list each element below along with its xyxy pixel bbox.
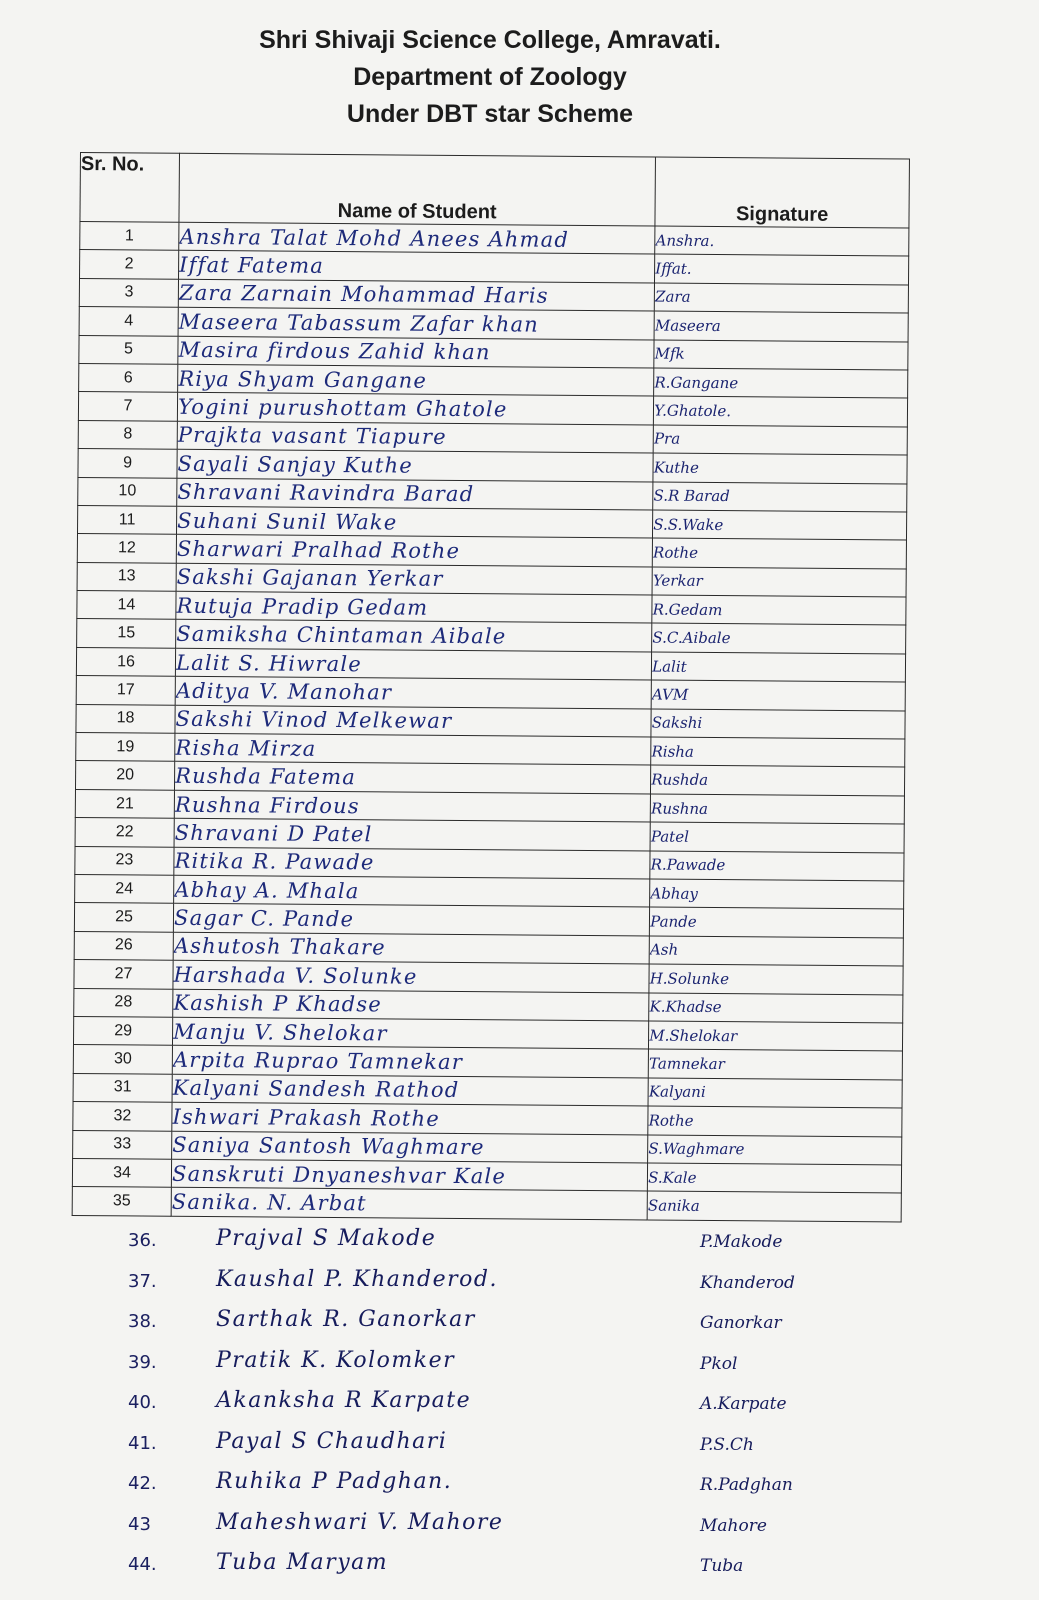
sr-no-cell: 27 [74,960,173,989]
signature-cell: Rushna [650,794,904,824]
student-name-cell: Abhay A. Mhala [174,875,650,907]
entry-name: Ruhika P Padghan. [216,1469,453,1494]
student-name-cell: Suhani Sunil Wake [177,506,653,538]
signature-cell: Zara [654,283,908,313]
student-name-cell: Harshada V. Solunke [173,960,649,992]
sr-no-cell: 26 [74,931,173,960]
student-name-cell: Lalit S. Hiwrale [175,648,651,680]
student-name-cell: Shravani D Patel [174,818,650,850]
signature-cell: Kuthe [653,453,907,483]
sr-no-cell: 17 [76,676,175,705]
student-name-cell: Anshra Talat Mohd Anees Ahmad [179,222,655,254]
header-sr-no: Sr. No. [80,153,180,223]
sr-no-cell: 24 [75,874,174,903]
entry-signature: Pkol [700,1353,738,1374]
sr-no-cell: 7 [78,392,177,421]
list-item [120,1222,910,1263]
signature-cell: R.Gangane [654,368,908,398]
signature-cell: R.Pawade [650,851,904,881]
student-name-cell: Sharwari Pralhad Rothe [176,535,652,567]
list-item [120,1384,910,1425]
sr-no-cell: 5 [79,335,178,364]
signature-cell: S.Waghmare [648,1134,902,1164]
sr-no-cell: 11 [78,505,177,534]
student-name-cell: Yogini purushottam Ghatole [177,393,653,425]
signature-cell: Sanika [647,1191,901,1221]
sr-no-cell: 14 [77,591,176,620]
student-name-cell: Zara Zarnain Mohammad Haris [178,279,654,311]
student-name-cell: Sakshi Gajanan Yerkar [176,563,652,595]
entry-number: 37. [128,1270,157,1292]
signature-cell: S.S.Wake [653,510,907,540]
entry-number: 43 [128,1513,151,1535]
sr-no-cell: 20 [75,761,174,790]
sr-no-cell: 15 [77,619,176,648]
entry-signature: A.Karpate [700,1394,787,1414]
student-name-cell: Maseera Tabassum Zafar khan [178,307,654,339]
list-item [120,1546,910,1587]
list-item [120,1465,910,1506]
entry-number: 38. [128,1311,157,1332]
signature-cell: M.Shelokar [649,1021,903,1051]
entry-signature: R.Padghan [700,1475,793,1495]
signature-cell: R.Gedam [652,595,906,625]
sr-no-cell: 13 [77,562,176,591]
sr-no-cell: 16 [76,647,175,676]
sr-no-cell: 18 [76,704,175,733]
document-header [0,22,980,133]
student-name-cell: Manju V. Shelokar [173,1017,649,1049]
entry-name: Payal S Chaudhari [216,1428,448,1454]
sr-no-cell: 3 [79,278,178,307]
signature-cell: K.Khadse [649,993,903,1023]
signature-cell: Rothe [652,538,906,568]
list-item [120,1344,910,1385]
entry-number: 42. [128,1473,157,1494]
signature-cell: AVM [651,680,905,710]
header-signature: Signature [655,157,909,228]
student-name-cell: Risha Mirza [175,733,651,765]
signature-cell: Yerkar [652,567,906,597]
sr-no-cell: 22 [75,818,174,847]
signature-cell: S.Kale [648,1163,902,1193]
sr-no-cell: 33 [73,1130,172,1159]
student-name-cell: Arpita Ruprao Tamnekar [172,1046,648,1078]
signature-cell: Pande [650,907,904,937]
entry-number: 40. [128,1392,157,1413]
sr-no-cell: 35 [72,1187,171,1216]
sr-no-cell: 6 [79,363,178,392]
signature-cell: S.C.Aibale [652,623,906,653]
entry-signature: Ganorkar [700,1313,782,1333]
signature-cell: Mfk [654,340,908,370]
entry-number: 39. [128,1351,157,1373]
sr-no-cell: 25 [74,903,173,932]
list-item [120,1263,910,1304]
signature-cell: Y.Ghatole. [654,396,908,426]
signature-cell: Pra [653,425,907,455]
scheme-title: Under DBT star Scheme [346,100,634,128]
sr-no-cell: 32 [73,1102,172,1131]
entry-signature: P.S.Ch [700,1434,754,1455]
entry-name: Sarthak R. Ganorkar [216,1307,476,1332]
entry-signature: Khanderod [700,1272,795,1293]
sr-no-cell: 1 [80,222,179,251]
entry-number: 44. [128,1554,157,1575]
list-item [120,1506,910,1547]
signature-cell: Iffat. [655,254,909,284]
student-name-cell: Rushna Firdous [174,790,650,822]
sr-no-cell: 28 [74,988,173,1017]
student-name-cell: Kashish P Khadse [173,989,649,1021]
signature-cell: Abhay [650,879,904,909]
student-name-cell: Rutuja Pradip Gedam [176,591,652,623]
student-name-cell: Sanskruti Dnyaneshvar Kale [171,1159,647,1191]
entry-signature: Mahore [700,1515,767,1536]
table-row [72,1187,901,1222]
signature-cell: Ash [649,936,903,966]
sr-no-cell: 8 [78,420,177,449]
signature-cell: Rushda [651,765,905,795]
entry-name: Tuba Maryam [216,1550,389,1575]
entry-number: 41. [128,1432,157,1454]
entry-signature: Tuba [700,1556,744,1576]
student-name-cell: Rushda Fatema [175,762,651,794]
entry-name: Maheshwari V. Mahore [216,1509,504,1535]
signature-cell: S.R Barad [653,482,907,512]
signature-cell: Risha [651,737,905,767]
student-name-cell: Sanika. N. Arbat [171,1188,647,1220]
student-name-cell: Ritika R. Pawade [174,847,650,879]
sr-no-cell: 31 [73,1073,172,1102]
student-name-cell: Aditya V. Manohar [175,677,651,709]
list-item [120,1425,910,1466]
entry-name: Kaushal P. Khanderod. [216,1266,498,1292]
sr-no-cell: 4 [79,307,178,336]
student-name-cell: Shravani Ravindra Barad [177,478,653,510]
student-name-cell: Saniya Santosh Waghmare [172,1131,648,1163]
student-name-cell: Iffat Fatema [179,251,655,283]
sr-no-cell: 9 [78,449,177,478]
additional-entries-list [120,1222,910,1587]
sr-no-cell: 34 [72,1158,171,1187]
entry-name: Prajval S Makode [216,1226,437,1251]
student-name-cell: Prajkta vasant Tiapure [177,421,653,453]
entry-name: Akanksha R Karpate [216,1388,472,1413]
signature-cell: Anshra. [655,226,909,256]
signature-cell: Sakshi [651,709,905,739]
signature-cell: Kalyani [648,1078,902,1108]
sr-no-cell: 2 [80,250,179,279]
student-name-cell: Kalyani Sandesh Rathod [172,1074,648,1106]
student-name-cell: Sakshi Vinod Melkewar [175,705,651,737]
sr-no-cell: 19 [76,733,175,762]
signature-cell: Tamnekar [648,1049,902,1079]
student-name-cell: Samiksha Chintaman Aibale [176,620,652,652]
sr-no-cell: 30 [73,1045,172,1074]
sr-no-cell: 29 [73,1016,172,1045]
department-title: Department of Zoology [353,63,627,91]
list-item [120,1303,910,1344]
sr-no-cell: 12 [77,534,176,563]
student-name-cell: Ishwari Prakash Rothe [172,1102,648,1134]
signature-cell: Patel [650,822,904,852]
student-name-cell: Masira firdous Zahid khan [178,336,654,368]
sr-no-cell: 21 [75,789,174,818]
student-name-cell: Ashutosh Thakare [173,932,649,964]
table-header-row [80,153,910,229]
entry-number: 36. [128,1230,157,1251]
entry-name: Pratik K. Kolomker [216,1347,456,1373]
header-name: Name of Student [179,153,656,226]
signature-cell: Rothe [648,1106,902,1136]
signature-cell: H.Solunke [649,964,903,994]
student-name-cell: Sagar C. Pande [173,904,649,936]
student-name-cell: Sayali Sanjay Kuthe [177,449,653,481]
attendance-table [72,152,910,1222]
signature-cell: Maseera [654,311,908,341]
sr-no-cell: 10 [78,477,177,506]
signature-cell: Lalit [652,652,906,682]
college-title: Shri Shivaji Science College, Amravati. [259,26,721,54]
entry-signature: P.Makode [700,1232,783,1252]
sr-no-cell: 23 [75,846,174,875]
student-name-cell: Riya Shyam Gangane [178,364,654,396]
